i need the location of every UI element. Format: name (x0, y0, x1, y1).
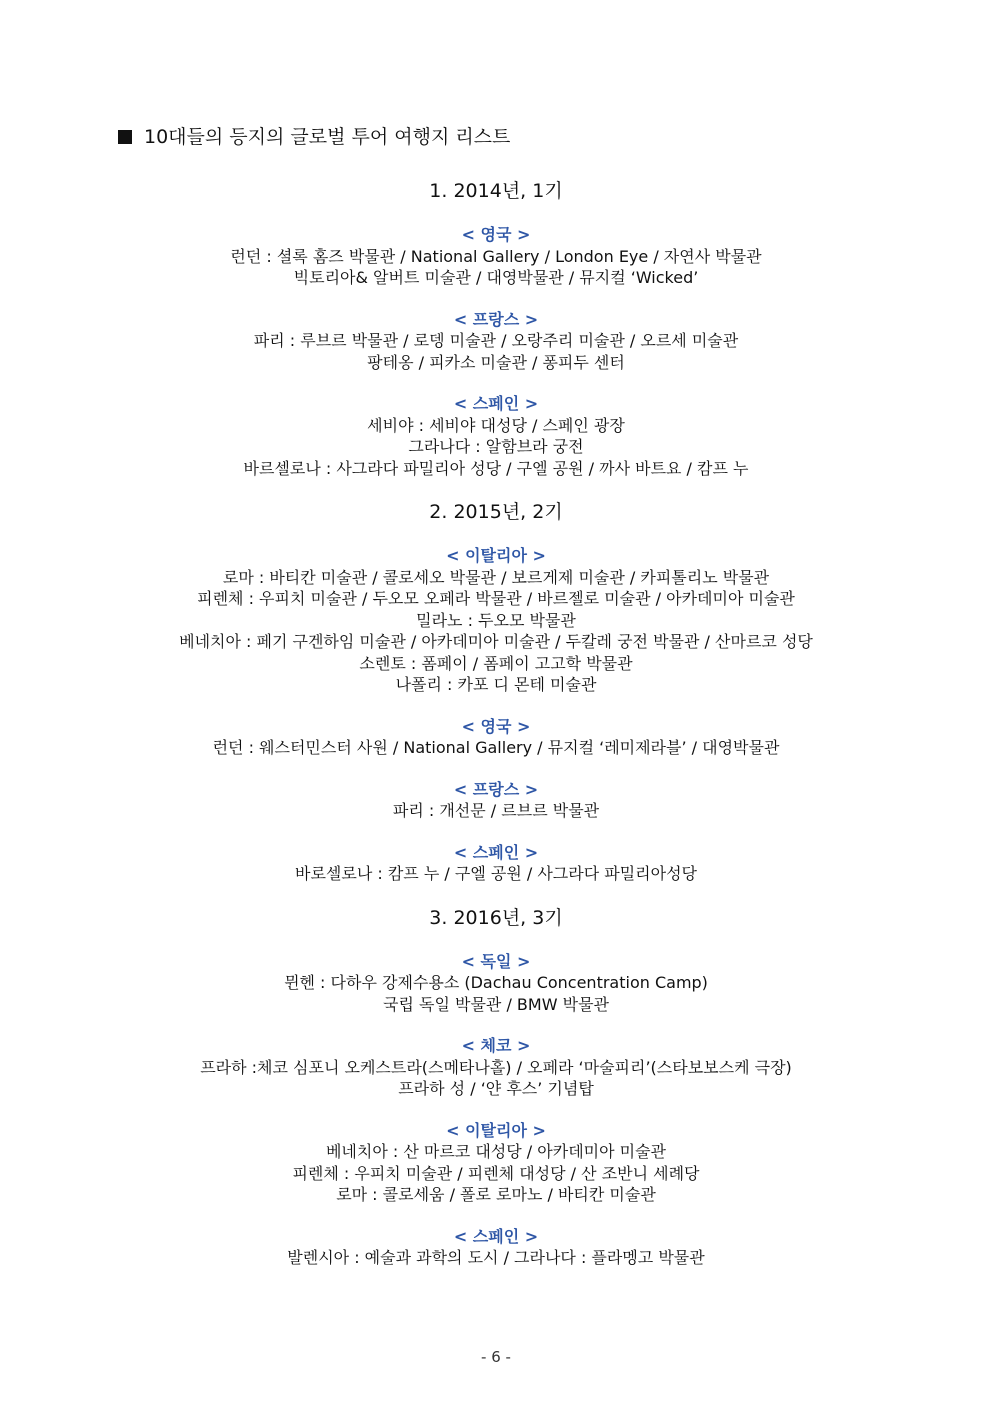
destination-line: 파리 : 개선문 / 르브르 박물관 (392, 801, 600, 820)
destination-line: 베네치아 : 페기 구겐하임 미술관 / 아카데미아 미술관 / 두칼레 궁전 박물관 / 산마르코 성당 (179, 632, 813, 651)
destination-line: 런던 : 웨스터민스터 사원 / National Gallery / 뮤지컬 ‘레미제라블’ / 대영박물관 (212, 738, 780, 757)
country-name: < 프랑스 > (453, 309, 539, 329)
page-heading (118, 124, 510, 150)
destination-line: 파리 : 루브르 박물관 / 로뎅 미술관 / 오랑주리 미술관 / 오르세 미술관 (253, 331, 739, 350)
destination-line: 프라하 성 / ‘얀 후스’ 기념탑 (398, 1079, 594, 1098)
destination-line: 나폴리 : 카포 디 몬테 미술관 (395, 675, 597, 694)
country-name: < 체코 > (461, 1036, 531, 1055)
black-square-bullet-icon (118, 130, 132, 144)
country-name: < 영국 > (461, 225, 531, 244)
country-block (0, 1120, 992, 1206)
page-number: - 6 - (481, 1348, 511, 1366)
country-name: < 영국 > (461, 716, 531, 736)
destination-line: 뮌헨 : 다하우 강제수용소 (Dachau Concentration Camp) (284, 973, 708, 992)
country-name: < 이탈리아 > (446, 1120, 546, 1140)
country-block (0, 1035, 992, 1100)
year-section (0, 499, 992, 885)
page-heading-text: 10대들의 등지의 글로벌 투어 여행지 리스트 (144, 126, 511, 148)
year-section-title: 2. 2015년, 2기 (429, 501, 563, 523)
destination-line: 그라나다 : 알함브라 궁전 (408, 437, 584, 456)
destination-line: 바르셀로나 : 사그라다 파밀리아 성당 / 구엘 공원 / 까사 바트요 / 캄프 누 (243, 458, 749, 478)
destination-line: 팡테옹 / 피카소 미술관 / 퐁피두 센터 (367, 352, 625, 372)
destination-line: 런던 : 셜록 홈즈 박물관 / National Gallery / London Eye / 자연사 박물관 (230, 246, 762, 266)
year-section (0, 905, 992, 1269)
country-name: < 프랑스 > (453, 779, 539, 799)
country-block (0, 545, 992, 696)
country-name: < 독일 > (461, 951, 531, 971)
destination-line: 로마 : 바티칸 미술관 / 콜로세오 박물관 / 보르게제 미술관 / 카피톨리노 박물관 (222, 567, 770, 587)
country-name: < 이탈리아 > (446, 546, 546, 565)
country-name: < 스페인 > (453, 842, 539, 862)
country-name: < 스페인 > (453, 1226, 539, 1246)
destination-line: 프라하 :체코 심포니 오케스트라(스메타나홀) / 오페라 ‘마술피리’(스타보보스케 극장) (200, 1057, 792, 1077)
year-section (0, 178, 992, 479)
destination-line: 세비야 : 세비야 대성당 / 스페인 광장 (367, 415, 625, 435)
country-block (0, 393, 992, 479)
country-name: < 스페인 > (453, 394, 539, 413)
country-block (0, 842, 992, 885)
destination-line: 빅토리아& 알버트 미술관 / 대영박물관 / 뮤지컬 ‘Wicked’ (293, 268, 699, 287)
destination-line: 피렌체 : 우피치 미술관 / 피렌체 대성당 / 산 조반니 세례당 (292, 1163, 700, 1183)
destination-line: 로마 : 콜로세움 / 폴로 로마노 / 바티칸 미술관 (336, 1185, 656, 1204)
country-block (0, 716, 992, 759)
destination-line: 소렌토 : 폼페이 / 폼페이 고고학 박물관 (359, 653, 633, 673)
year-section-title: 1. 2014년, 1기 (429, 180, 563, 202)
destination-line: 국립 독일 박물관 / BMW 박물관 (383, 994, 609, 1014)
country-block (0, 309, 992, 374)
destination-line: 밀라노 : 두오모 박물관 (416, 610, 576, 630)
destination-line: 베네치아 : 산 마르코 대성당 / 아카데미아 미술관 (325, 1142, 667, 1161)
country-block (0, 224, 992, 289)
country-block (0, 779, 992, 822)
tour-list-content (0, 178, 992, 1269)
country-block (0, 951, 992, 1016)
destination-line: 발렌시아 : 예술과 과학의 도시 / 그라나다 : 플라멩고 박물관 (287, 1248, 705, 1267)
year-section-title: 3. 2016년, 3기 (429, 906, 563, 929)
destination-line: 바로셀로나 : 캄프 누 / 구엘 공원 / 사그라다 파밀리아성당 (295, 864, 697, 883)
destination-line: 피렌체 : 우피치 미술관 / 두오모 오페라 박물관 / 바르젤로 미술관 / 아카데미아 미술관 (197, 589, 795, 608)
country-block (0, 1226, 992, 1269)
